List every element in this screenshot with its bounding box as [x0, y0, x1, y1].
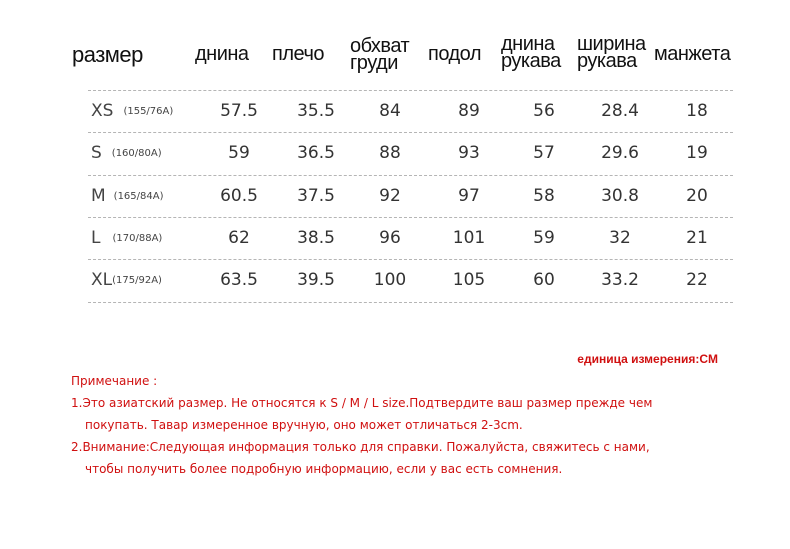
size-spec: (175/92A)	[112, 274, 162, 286]
size-spec: (165/84A)	[113, 190, 164, 202]
size-label: S	[91, 143, 102, 163]
cell-hem: 93	[458, 143, 480, 163]
cell-length: 63.5	[220, 270, 258, 290]
header-shoulder: плечо	[272, 43, 325, 65]
cell-cuff: 19	[686, 143, 708, 163]
cell-sleeve-width: 30.8	[601, 186, 639, 206]
cell-chest: 100	[373, 270, 407, 290]
notes-title: Примечание :	[71, 374, 158, 388]
cell-shoulder: 37.5	[297, 186, 335, 206]
cell-chest: 96	[379, 228, 401, 248]
table-row	[88, 132, 733, 174]
header-sleeve-width	[577, 33, 646, 72]
header-chest-line2: груди	[350, 52, 398, 74]
cell-hem: 97	[458, 186, 480, 206]
cell-hem: 101	[452, 228, 486, 248]
size-cell	[91, 259, 162, 301]
header-chest	[350, 35, 410, 74]
cell-shoulder: 39.5	[297, 270, 335, 290]
header-sleeve-length-line2: рукава	[501, 50, 561, 72]
note-2-line-1: 2.Внимание:Следующая информация только для справки. Пожалуйста, свяжитесь с нами,	[71, 440, 650, 454]
cell-sleeve-width: 33.2	[601, 270, 639, 290]
cell-chest: 92	[379, 186, 401, 206]
table-row	[88, 175, 733, 217]
size-cell	[91, 90, 173, 132]
cell-sleeve-length: 58	[533, 186, 555, 206]
header-sleeve-length	[501, 33, 561, 72]
cell-sleeve-width: 28.4	[601, 101, 639, 121]
cell-hem: 105	[452, 270, 486, 290]
cell-cuff: 20	[686, 186, 708, 206]
cell-chest: 88	[379, 143, 401, 163]
cell-sleeve-length: 60	[533, 270, 555, 290]
cell-hem: 89	[458, 101, 480, 121]
size-label: XL	[91, 270, 113, 290]
cell-length: 59	[228, 143, 250, 163]
cell-shoulder: 38.5	[297, 228, 335, 248]
note-1-line-1: 1.Это азиатский размер. Не относятся к S / M / L size.Подтвердите ваш размер прежде чем	[71, 396, 653, 410]
size-spec: (170/88A)	[112, 232, 163, 244]
cell-length: 62	[228, 228, 250, 248]
header-sleeve-length-line1: днина	[501, 33, 555, 55]
header-length: днина	[195, 43, 249, 65]
size-label: M	[91, 186, 106, 206]
size-cell	[91, 217, 162, 259]
header-sleeve-width-line2: рукава	[577, 50, 637, 72]
unit-note: единица измерения:CM	[577, 352, 718, 366]
cell-cuff: 22	[686, 270, 708, 290]
size-label: L	[91, 228, 101, 248]
cell-cuff: 21	[686, 228, 708, 248]
size-cell	[91, 175, 164, 217]
cell-length: 57.5	[220, 101, 258, 121]
cell-shoulder: 36.5	[297, 143, 335, 163]
size-spec: (160/80A)	[111, 147, 162, 159]
table-row	[88, 90, 733, 132]
cell-sleeve-width: 32	[609, 228, 631, 248]
cell-sleeve-length: 57	[533, 143, 555, 163]
size-label: XS	[91, 101, 114, 121]
note-2-line-2: чтобы получить более подробную информацию, если у вас есть сомнения.	[85, 462, 563, 476]
cell-sleeve-width: 29.6	[601, 143, 639, 163]
cell-sleeve-length: 59	[533, 228, 555, 248]
header-hem: подол	[428, 43, 482, 65]
cell-length: 60.5	[220, 186, 258, 206]
header-cuff: манжета	[654, 43, 731, 65]
divider	[88, 302, 733, 303]
header-sleeve-width-line1: ширина	[577, 33, 646, 55]
size-cell	[91, 132, 162, 174]
cell-sleeve-length: 56	[533, 101, 555, 121]
table-row	[88, 217, 733, 259]
cell-shoulder: 35.5	[297, 101, 335, 121]
header-chest-line1: обхват	[350, 35, 410, 57]
header-size: размер	[72, 42, 143, 67]
size-spec: (155/76A)	[123, 105, 174, 117]
cell-cuff: 18	[686, 101, 708, 121]
note-1-line-2: покупать. Тавар измеренное вручную, оно может отличаться 2-3cm.	[85, 418, 523, 432]
table-row	[88, 259, 733, 301]
cell-chest: 84	[379, 101, 401, 121]
